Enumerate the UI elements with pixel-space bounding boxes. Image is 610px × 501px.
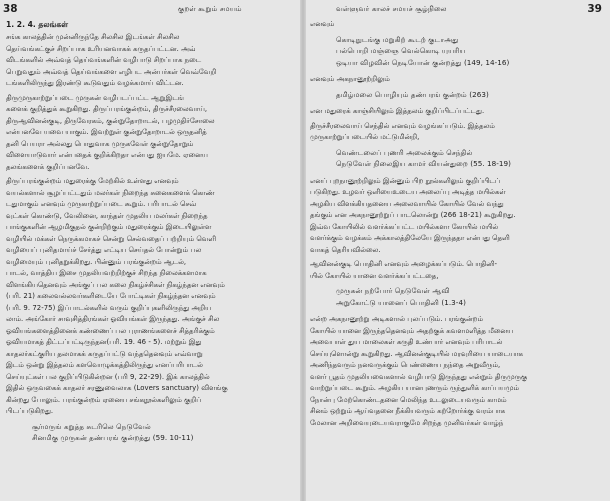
paragraph-line: செய்யுளொன்று கூறுகிறது. ஆவினன்குடியில் மரவுரியை யாடையாக [310, 349, 523, 358]
paragraph-line: இவ்வ கோயிலில் வளர்க்கப்பட்ட மயில்களா கோயில் மயில் [310, 222, 499, 231]
paragraph-line: திருச்சீரலைவாய் செந்தில் எனவும் வழங்கப்படும். இத்தலம் [310, 121, 495, 130]
paragraph-line: வளர் பூதம் முதலியவைகளால் வழிபாடு இருந்தது என்றும் திருமுருகு [310, 372, 528, 381]
verse-line: வெண்டலைப் புணரி அலைக்கும் செந்தில் [336, 147, 473, 157]
paragraph-line: வாற்றுப்படை கூறும். அழகிய யானபுணரும் ருந்துளிக் காப்பயமும் [310, 384, 520, 392]
verse-line: முருகன் நற்போர் நெடுவேள் ஆவி [336, 286, 450, 295]
paragraph-line: தனி பெயரா அல்லது பொதுவாக முருகவேள் குன்றுதோறும் [6, 139, 194, 148]
paragraph-line: திருமுருகாற்றுப்படை முருகன் வழிபடப்பட்ட ஆறுஇடங் [6, 93, 184, 102]
paragraph-line: இதில் ஒருவகைக் காதலர் சரணுவைலாக (Lovers sanctuary) விளங்கு [6, 384, 228, 392]
paragraph-line: டதுமாகும் எனவும் முருகாற்றுப்படை கூறும். பரிபாடல் செவ் [6, 200, 196, 208]
paragraph [6, 93, 296, 174]
verse-line: நெடுவேள் நிலைஇய காமர் வியன்துறை (55. 18-19) [336, 159, 511, 168]
paragraph [310, 19, 606, 31]
paragraph-line: எனவும் அகநானூற்றிலும் [310, 75, 390, 83]
verse-line: சூர்மருங் கறுத்த சுடரிலெ நெடுவேல் [32, 421, 151, 431]
paragraph-line: டங்களிலிருந்து இரண்டு கூடுவதும் வழக்கமாய் விட்டன. [6, 79, 184, 87]
paragraph-line: அணிந்தவரும் நனவருக்கும் பெண்ணைய நந்தை அறுவீரும், [310, 361, 501, 369]
verse-quote [310, 89, 606, 101]
paragraph-line: விளையாடுவார் என்பதைக் குறிக்கிறதா என்பது ஐயமே. ஏனைய [6, 151, 208, 159]
paragraph-line: தங்கும் என அகநானூற்றுப் பாடலொன்று (266 18-21) கூறுகிறது. [310, 211, 516, 219]
paragraph-line: தெய்வங்கட்குச் சிறப்பாக உரியனவாகக் கருதப்பட்டன. அவ் [6, 44, 196, 53]
paragraph [6, 32, 296, 90]
paragraph-line: வயல்களால் சூழப்பட்டதும் மலர்கள் நிறைந்த சுனைகளைக் கொண் [6, 188, 215, 197]
verse-line: ஒடியா விழவின் நெடியோன் குன்றத்து (149, 14-16) [336, 57, 510, 67]
paragraph-line: யில் கோயில் யானை வளர்க்கப்பட்டதை, [310, 271, 439, 280]
paragraph-line: முருகாற்றுப்படையில் மட்டுமின்றி, [310, 133, 420, 141]
paragraph-line: பாடல், வாத்திய இசை முதலியவற்றிற்குச் சிறந்த நிலைக்களமாக [6, 269, 207, 277]
paragraph-line: காதலர்கட்குரிய தலமாகக் கருதப்பட்டு வந்ததெனவும் எவ்வாறு [6, 349, 203, 358]
right-page-number: 39 [587, 3, 602, 15]
verse-line: பல்பொறி மஞ்ஞை வெல்கொடி யுயரிய [336, 46, 466, 55]
paragraph-line: கின்றது போலும். பரங்குன்றம் ஏனைய சங்கநூல்களிலும் குறிப் [6, 395, 202, 404]
paragraph-line: சினம் ஒற்றும் ஆய்வதனை நீக்கியவரும் கற்றோர்க்கு வரம்பாக [310, 407, 506, 415]
paragraph [310, 121, 606, 144]
verse-line: தமிழ்மலை பொழியும் தண்பரங் குன்றம் (263) [336, 89, 489, 99]
paragraph-line: திருப்பரங்குன்றம் மதுரைக்கு மேற்கில் உள்ளது எனவும் [6, 177, 179, 185]
paragraph-line: மேலான அறிவையுடையவராகுமே சிறந்த முனிவர்கள் வாழ்ந் [310, 418, 504, 427]
paragraph-line: லாம். அங்கோர் சாவுசித்திரங்கள் ஓவியங்கள் இருந்தது. அங்குச் சில [6, 315, 220, 323]
paragraph-line: நோன்பு மேற்கொண்டதனை மெலிந்த உடலுடையவரும் காமம் [310, 395, 507, 404]
paragraph-line: ஓவியங்களைத்தினைக் கண்ணைப் பல புராணங்களைச் சித்தரிக்கும் [6, 326, 215, 335]
paragraph-line: சங்க காலத்தின் முன்னிருந்தே சிலசில இடங்கள் சிலசில [6, 33, 180, 41]
paragraph-line: (பரி. 21) கலைவல்லவர்களிடையே போட்டிகள் நிகழ்ந்தன எனவும் [6, 292, 216, 300]
paragraph-line: வுட்கள் கொண்டு, வேலினை, காந்தள் முதலிய மலர்கள் நிறைந்த [6, 211, 208, 220]
paragraph-line: என மதுரைக் காஞ்சியிலும் இத்தலம் குறிப்பிடப்பட்டது. [310, 107, 485, 115]
verse-quote [6, 421, 296, 444]
paragraph-line: வாகத் தெரியவில்லை. [310, 245, 381, 254]
paragraph-line: வழியில் மக்கள் நெருக்கமாகச் சென்று செல்வதைப் பற்றியும் வெளி [6, 234, 217, 243]
left-page-number: 38 [3, 3, 18, 15]
paragraph [310, 314, 606, 429]
paragraph-line: இடம் ஒன்று இத்தலம் களவொழுக்கத்திலிருந்து எனப்பரிபாடல் [6, 361, 203, 369]
paragraph-line: விளங்கியதெனவும் அங்குப் பல கலை நிகழ்ச்சிகள் நிகழ்ந்தன எனவும் [6, 280, 225, 289]
paragraph-line: எனப் புறநானூற்றிலும் இன்னும் பிற நூல்களிலும் குறிப்பிடப் [310, 176, 500, 185]
paragraph-line: பாங்குகளின் ஆழமிகுதல் குன்றிற்கும் மதுரைக்கும் இடையிலுள்ள [6, 223, 212, 231]
paragraph-line: பிடப்படுகிறது. [6, 407, 54, 415]
paragraph-line: விடங்களில் அவ்வத் தெய்வங்களின் வழிபாடு சிறப்பாக நடை [6, 56, 202, 64]
paragraph-line: ஓவியமாகத் திட்டப்பட்டிருந்தன(பரி. 19. 46 - 5). மற்றும் இது [6, 338, 202, 346]
left-running-title: குறள் கூறும் சமயம் [178, 5, 242, 13]
paragraph-line: அவைபாள் துய மாலைகள் கருதி உண்பார் எனவும் பரிபாடல் [310, 338, 503, 346]
left-page-header [0, 0, 300, 18]
paragraph-line: பெறுவதும் அவ்வத் தெய்வங்களை எழிபட அன்பர்கள் வெவ்வேறி [6, 67, 217, 76]
paragraph-line: என்ற அகநானூற்று அடிகளால் புலப்படும். பரங்குன்றம் [310, 315, 483, 323]
paragraph-line: வழிமையும் புனிதறுக்கிறது. பின்னும் பரங்குன்றம் ஆடல், [6, 257, 187, 266]
paragraph-line: ஆவினன்குடி பொதினி எனவும் அழைக்கப்படும். பொதினி- [310, 260, 498, 268]
right-page [306, 0, 610, 501]
verse-line: சினமிகு முருகன் தண்பரங் குன்றத்து (59. 10-11) [32, 433, 194, 442]
right-running-title: வள்ளுவர் காலச் சமயச் சூழ்நிலை [336, 5, 447, 13]
paragraph [6, 176, 296, 418]
paragraph-line: திருஆவினன்குடி, திருவேரகம், குன்றுதோறாடல், பழமுதிர்சோலை [6, 116, 215, 125]
verse-quote [310, 34, 606, 69]
paragraph-line: கோயில் யானை இருந்ததெனவும் அதற்குக் கவளமளித்த மீனைய [310, 326, 514, 335]
paragraph-line: வளர்க்கும் வழக்கம் அக்காலத்திலேயே இருந்ததா என்பது தெளி [310, 234, 510, 242]
verse-line: அறுகோட்டு யானைப் பொதினி (1.3-4) [336, 297, 466, 307]
paragraph-line: செய்யுட்கள் பல குறிப்பிடுகின்றன (பரி 9, 22-29). இக் காலத்தில் [6, 372, 210, 381]
spacer [310, 429, 606, 432]
paragraph-line: எனவும் [310, 20, 335, 28]
paragraph-line: வழியைப் புனிதமாய்ச் சேர்த்து எட்டிய செய்தல் போன்றும் பல [6, 246, 202, 254]
section-heading: 1. 2. 4. தலங்கள் [6, 20, 69, 29]
verse-quote [310, 147, 606, 170]
left-page-body [6, 19, 296, 444]
paragraph [310, 106, 606, 118]
paragraph [310, 259, 606, 282]
paragraph-line: (பரி. 9. 72-75) இப்பாடல்களில் வரும் குறிப்புகளிலிருந்து அறிய [6, 303, 212, 312]
verse-quote [310, 285, 606, 308]
paragraph-line: அழகிய விளக்கியதனைய அலைவாயில் கோயில் வேல் வந்து [310, 199, 504, 208]
right-page-header [306, 0, 610, 18]
right-page-body [310, 19, 606, 432]
paragraph [310, 74, 606, 86]
paragraph-line: களைக் குறித்துக் கூறுகிறது. திருப்பரங்குன்றம், திருச்சீரலைவாய், [6, 105, 208, 113]
verse-line: கொடிநுடங்கு மறுகிற் கூடற் குடாஅது [336, 34, 459, 44]
paragraph [310, 176, 606, 257]
left-page [0, 0, 300, 501]
paragraph-line: படுகிறது. உழவர் ஒளியைஉடைய அலைப்பு அடித்த மயில்கள் [310, 188, 506, 196]
paragraph-line: தலங்களைக் குறிப்பனவே. [6, 162, 90, 171]
paragraph-line: என்பனவே யவை யாகும். இவற்றுள் குன்றுதோறாடல் ஒருதனித் [6, 128, 207, 136]
